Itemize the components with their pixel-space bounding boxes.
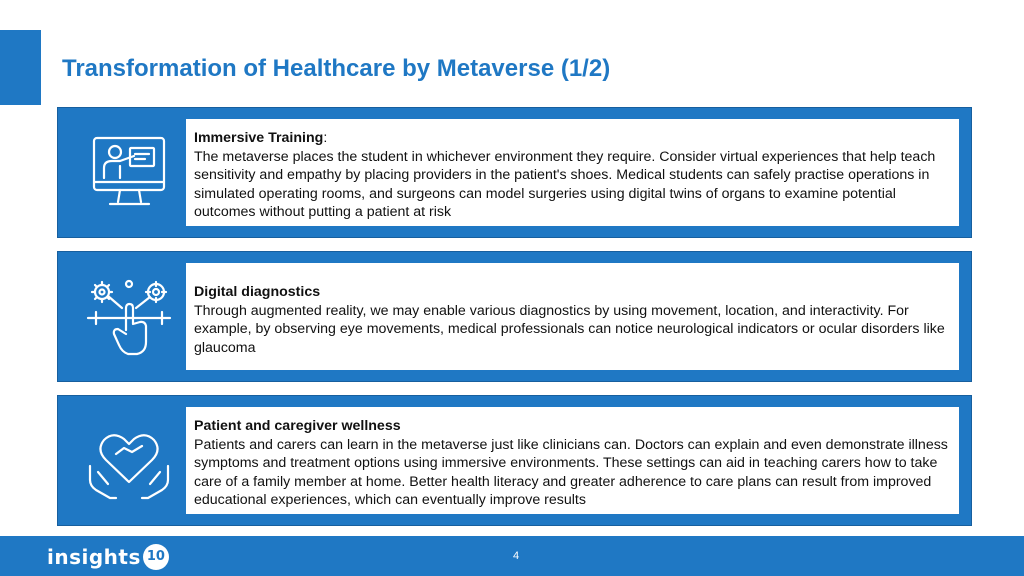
touch-gears-icon [82, 270, 177, 365]
page-title: Transformation of Healthcare by Metaverse (1/2) [62, 55, 611, 82]
card-immersive-training [57, 107, 972, 238]
card-heading: Digital diagnostics [194, 284, 321, 300]
presentation-teacher-icon [82, 126, 177, 221]
card-digital-diagnostics [57, 251, 972, 382]
page-number: 4 [512, 550, 520, 562]
card-description: Patients and carers can learn in the metaverse just like clinicians can. Doctors can explain and even demonstrate illness symptoms and treatment options using immersive environments. These settings can aid in teaching carers how to take care of a family member at home. Better health literacy and greater adherence to care plans can result from improved educational experiences, which can eventually improve results [194, 436, 948, 509]
card-heading-suffix: : [323, 130, 328, 146]
card-text-box [186, 263, 959, 370]
card-description: The metaverse places the student in whichever environment they require. Consider virtual experiences that help teach sensitivity and empathy by placing providers in the patient's shoes. Medical students can safely practise operations in simulated operating rooms, and surgeons can model surgeries using digital twins of organs to examine potential outcomes without putting a patient at risk [194, 148, 936, 221]
card-text-box [186, 407, 959, 514]
title-accent-bar [0, 30, 41, 105]
card-heading: Patient and caregiver wellness [194, 418, 401, 434]
footer-bar [0, 536, 1024, 576]
logo-badge: 10 [143, 544, 169, 570]
card-text-box [186, 119, 959, 226]
card-heading: Immersive Training [194, 130, 324, 146]
hands-heart-icon [82, 414, 177, 509]
logo-text: insights [47, 545, 141, 569]
card-patient-caregiver-wellness [57, 395, 972, 526]
card-description: Through augmented reality, we may enable various diagnostics by using movement, location, and interactivity. For example, by observing eye movements, medical professionals can notice neurological indicators or ocular disorders like glaucoma [194, 302, 945, 356]
